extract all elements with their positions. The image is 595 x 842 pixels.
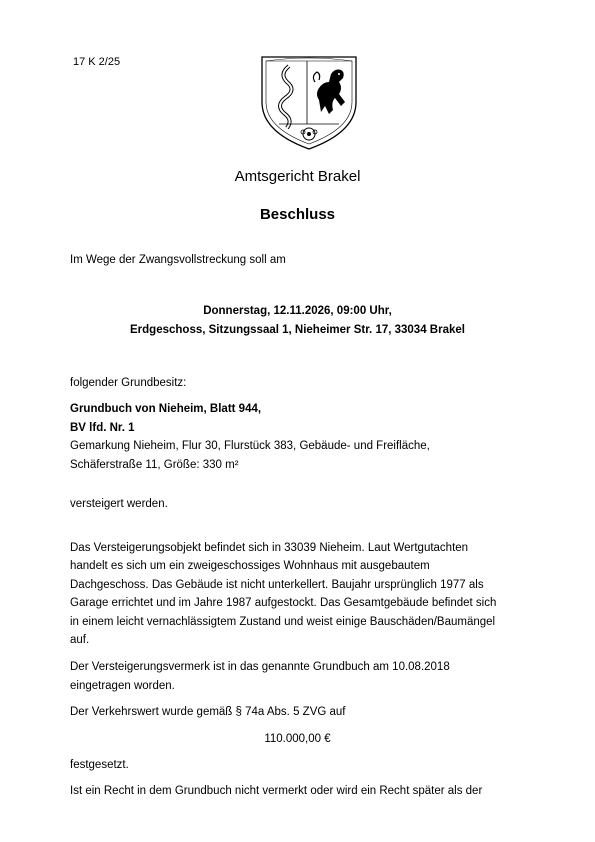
bv-number: BV lfd. Nr. 1 [70,422,135,434]
case-number: 17 K 2/25 [73,56,121,68]
description-line: in einem leicht vernachlässigtem Zustand und weist einige Bauschäden/Baumängel [70,616,496,628]
appointment-place: Erdgeschoss, Sitzungssaal 1, Nieheimer Str. 17, 33034 Brakel [130,324,465,336]
closing-line: Ist ein Recht in dem Grundbuch nicht vermerkt oder wird ein Recht später als der [70,785,483,797]
description-line: Das Versteigerungsobjekt befindet sich in 33039 Nieheim. Laut Wertgutachten [70,542,469,554]
coat-of-arms-icon [259,52,359,152]
property-description-line: Gemarkung Nieheim, Flur 30, Flurstück 383, Gebäude- und Freifläche, [70,440,430,452]
description-line: Dachgeschoss. Das Gebäude ist nicht unterkellert. Baujahr ursprünglich 1977 als [70,579,484,591]
land-register: Grundbuch von Nieheim, Blatt 944, [70,403,262,415]
property-intro: folgender Grundbesitz: [70,377,187,389]
market-value: 110.000,00 € [264,733,331,745]
description-line: auf. [70,634,90,646]
entry-line: Der Versteigerungsvermerk ist in das genannte Grundbuch am 10.08.2018 [70,661,450,673]
value-intro: Der Verkehrswert wurde gemäß § 74a Abs. 5 ZVG auf [70,706,346,718]
document-title: Beschluss [259,206,336,223]
intro-text: Im Wege der Zwangsvollstreckung soll am [70,254,286,266]
property-description-line: Schäferstraße 11, Größe: 330 m² [70,459,239,471]
value-outro: festgesetzt. [70,759,129,771]
description-line: Garage errichtet und im Jahre 1987 aufgestockt. Das Gesamtgebäude befindet sich [70,597,497,609]
entry-line: eingetragen worden. [70,680,175,692]
auction-text: versteigert werden. [70,498,168,510]
appointment-date: Donnerstag, 12.11.2026, 09:00 Uhr, [203,305,392,317]
court-name: Amtsgericht Brakel [234,168,361,185]
description-line: handelt es sich um ein zweigeschossiges Wohnhaus mit ausgebautem [70,560,430,572]
